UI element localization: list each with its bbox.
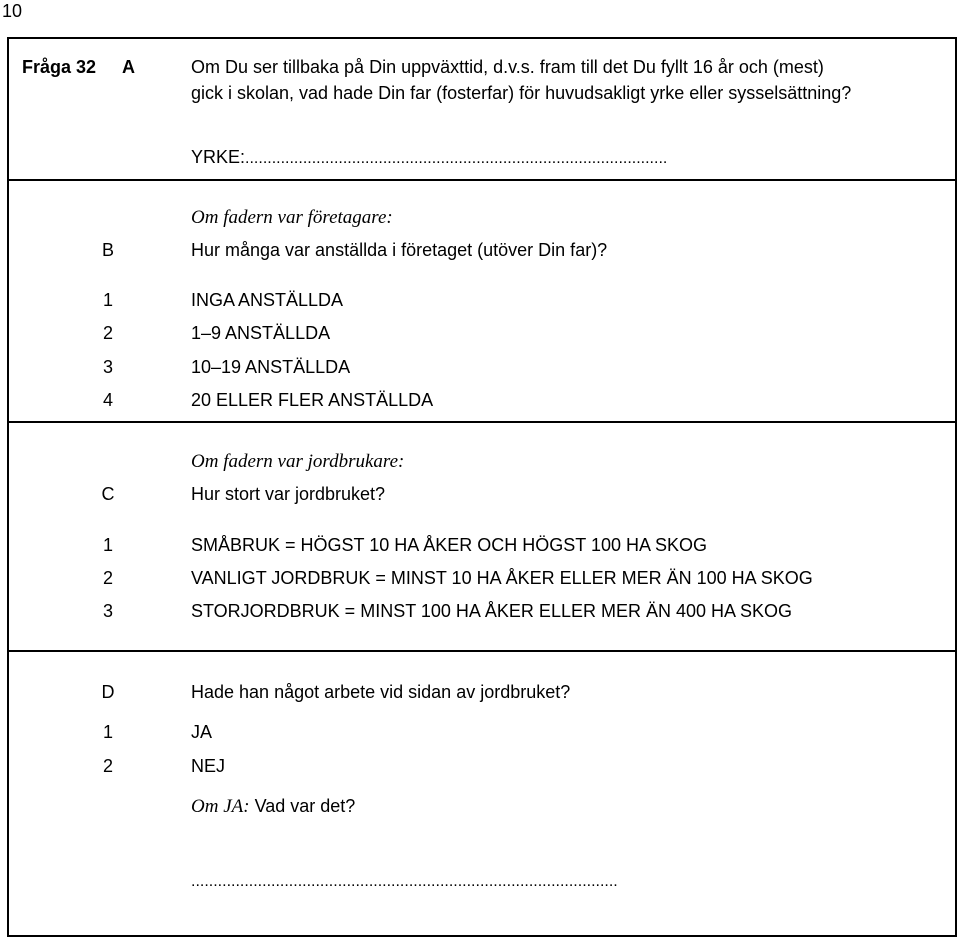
followup-answer-field[interactable]: ................................................................................................ <box>191 873 618 890</box>
option-code: 1 <box>102 290 113 310</box>
option-text: 20 ELLER FLER ANSTÄLLDA <box>191 390 434 410</box>
divider-a-b <box>7 179 957 181</box>
followup-condition: Om JA: <box>191 796 250 817</box>
part-a-question-line-2: gick i skolan, vad hade Din far (fosterfar) för huvudsakligt yrke eller sysselsättning? <box>191 83 852 103</box>
divider-c-d <box>7 650 957 652</box>
option-text: 10–19 ANSTÄLLDA <box>191 357 351 377</box>
part-d-letter: D <box>101 682 115 702</box>
followup-question: Vad var det? <box>254 796 356 816</box>
option-text: STORJORDBRUK = MINST 100 HA ÅKER ELLER MER ÄN 400 HA SKOG <box>191 601 793 621</box>
occupation-field[interactable] <box>191 148 667 167</box>
occupation-dots: ............................................................................................... <box>245 150 668 167</box>
option-text: SMÅBRUK = HÖGST 10 HA ÅKER OCH HÖGST 100 HA SKOG <box>191 535 707 555</box>
part-a-letter: A <box>122 57 135 77</box>
form-right-border <box>955 37 957 937</box>
option-code: 4 <box>102 390 113 410</box>
part-c-question: Hur stort var jordbruket? <box>191 484 386 504</box>
form-top-border <box>7 37 957 39</box>
part-d-followup <box>191 797 355 816</box>
part-c-letter: C <box>101 484 115 504</box>
option-code: 2 <box>102 323 113 343</box>
question-label: Fråga 32 <box>22 57 97 77</box>
occupation-label: YRKE: <box>191 147 246 167</box>
option-code: 3 <box>102 601 113 621</box>
divider-b-c <box>7 421 957 423</box>
part-b-condition: Om fadern var företagare: <box>191 207 393 228</box>
option-text: VANLIGT JORDBRUK = MINST 10 HA ÅKER ELLER MER ÄN 100 HA SKOG <box>191 568 813 588</box>
option-code: 2 <box>102 568 113 588</box>
part-b-question: Hur många var anställda i företaget (utöver Din far)? <box>191 240 608 260</box>
part-b-letter: B <box>101 240 114 260</box>
part-d-question: Hade han något arbete vid sidan av jordbruket? <box>191 682 571 702</box>
option-code: 1 <box>102 722 113 742</box>
form-bottom-border <box>7 935 957 937</box>
page-number: 10 <box>2 1 23 21</box>
part-c-condition: Om fadern var jordbrukare: <box>191 451 405 472</box>
option-text: INGA ANSTÄLLDA <box>191 290 344 310</box>
part-a-question-line-1: Om Du ser tillbaka på Din uppväxttid, d.v.s. fram till det Du fyllt 16 år och (mest) <box>191 57 824 77</box>
option-code: 3 <box>102 357 113 377</box>
option-text: 1–9 ANSTÄLLDA <box>191 323 331 343</box>
option-code: 2 <box>102 756 113 776</box>
option-text: JA <box>191 722 213 742</box>
form-left-border <box>7 37 9 937</box>
option-text: NEJ <box>191 756 226 776</box>
option-code: 1 <box>102 535 113 555</box>
